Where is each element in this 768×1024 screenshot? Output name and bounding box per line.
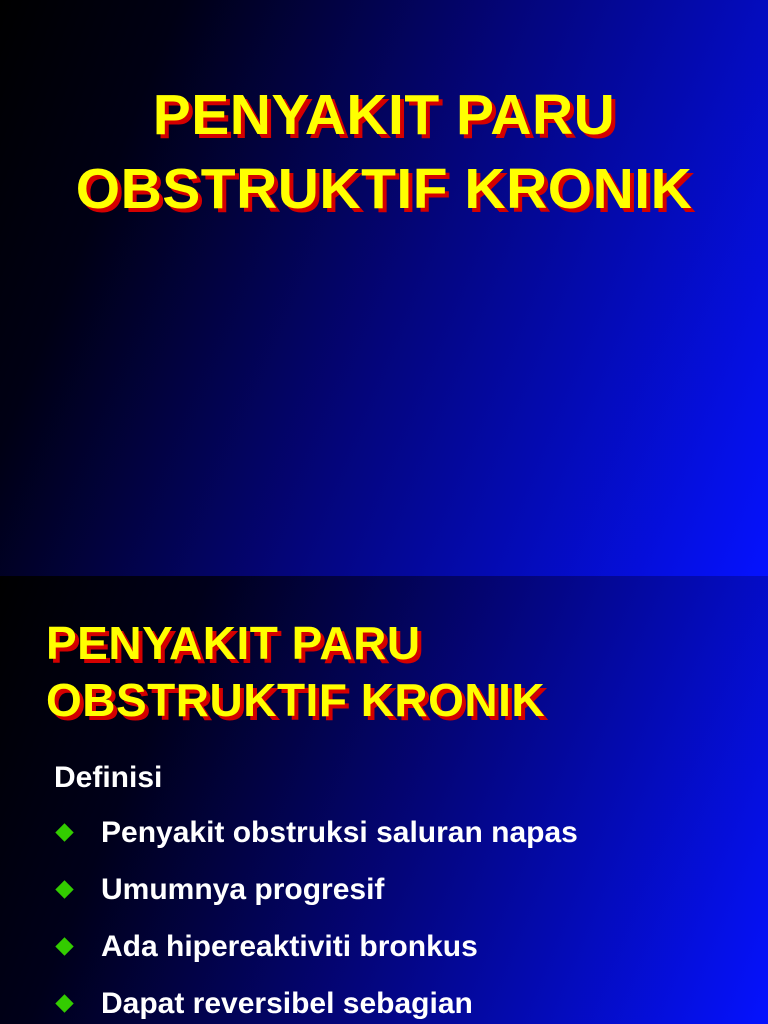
bullet-text: Umumnya progresif [101, 873, 385, 906]
slide-1-title [0, 78, 768, 226]
green-diamond-bullet-icon [55, 880, 73, 898]
slide-1-title-line-1: PENYAKIT PARU [152, 83, 616, 147]
bullet-text: Dapat reversibel sebagian [101, 987, 473, 1020]
bullet-list [54, 815, 578, 1024]
green-diamond-bullet-icon [55, 994, 73, 1012]
slide-2-title [46, 615, 545, 729]
slide-2-title-line-2: OBSTRUKTIF KRONIK [46, 674, 546, 726]
bullet-item [54, 872, 385, 929]
bullet-text: Ada hipereaktiviti bronkus [101, 930, 478, 963]
section-label-definisi: Definisi [54, 761, 163, 794]
slide-2-body [54, 760, 578, 1024]
green-diamond-bullet-icon [55, 937, 73, 955]
bullet-item [54, 815, 578, 872]
green-diamond-bullet-icon [55, 823, 73, 841]
bullet-item [54, 929, 478, 986]
bullet-text: Penyakit obstruksi saluran napas [101, 816, 578, 849]
bullet-item [54, 986, 473, 1024]
slide-2-title-line-1: PENYAKIT PARU [46, 617, 421, 669]
slide-1-title-line-2: OBSTRUKTIF KRONIK [75, 157, 693, 221]
slide-2 [0, 576, 768, 1024]
